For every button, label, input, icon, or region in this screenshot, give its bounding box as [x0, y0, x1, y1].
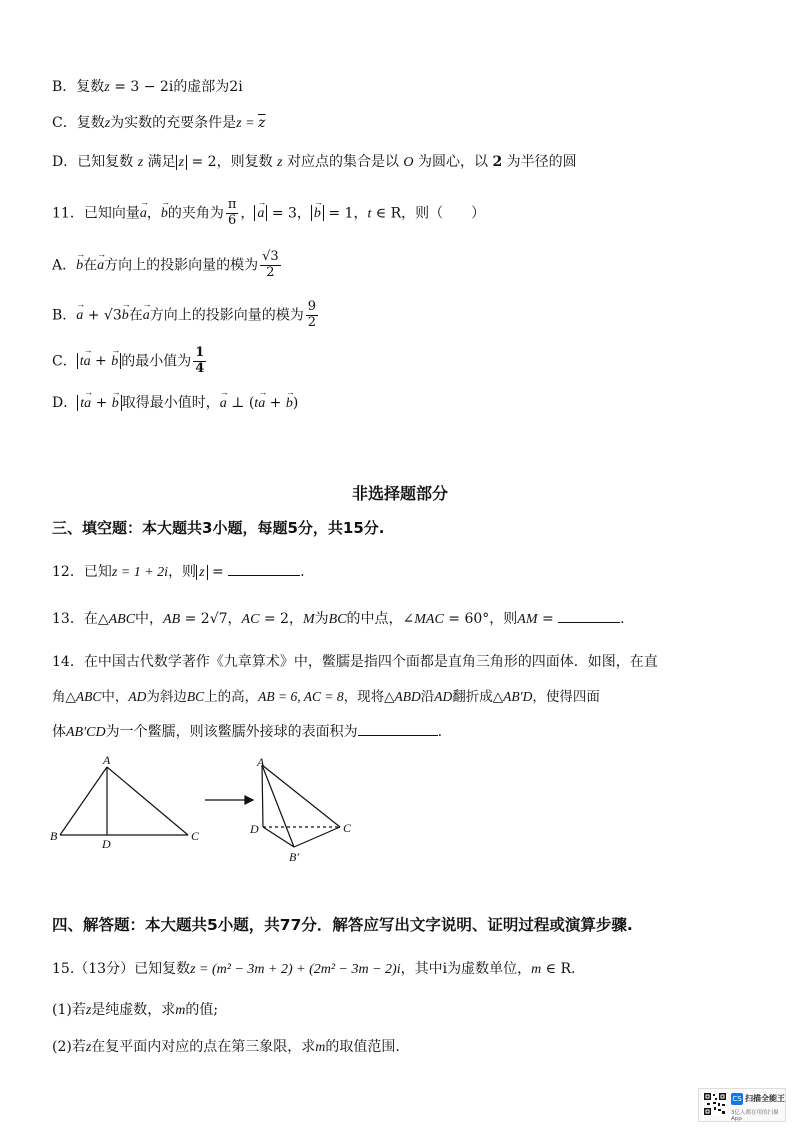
badge-title: 扫描全能王 [745, 1094, 785, 1103]
q14-line-1: 14．在中国古代数学著作《九章算术》中，鳖臑是指四个面都是直角三角形的四面体．如图，在直 [52, 654, 658, 670]
q13: 13．在△ABC中，AB = 2√7，AC = 2，M为BC的中点，∠MAC = 60°，则AM = . [52, 611, 625, 627]
q11-option-b: B．→ a + √3→ b在→ a方向上的投影向量的模为 $\frac{9}{2}$ [52, 300, 320, 331]
badge-subtitle: 3亿人都在用的扫描App [731, 1110, 779, 1122]
q15-part-2: (2)若z在复平面内对应的点在第三象限，求m的取值范围. [52, 1039, 400, 1055]
section-title-nonchoice: 非选择题部分 [351, 484, 448, 503]
q11-stem: 11．已知向量→ a，→ b的夹角为 $\frac{\pi}{6}$ ， → a = 3， → b = 1，t ∈ R，则（ ） [52, 198, 485, 229]
label-d-fig2: D [250, 822, 259, 836]
label-a-prime-fig: A [257, 755, 265, 769]
label-b: B [50, 829, 58, 843]
q14-figure [40, 755, 380, 865]
qr-code-icon [703, 1092, 727, 1116]
q11-option-d: D． t→ a + → b 取得最小值时，→ a ⊥ (t→ a + → b) [52, 396, 298, 411]
label-c: C [191, 829, 200, 843]
q10-option-b: B．复数z = 3 − 2i的虚部为2i [52, 79, 243, 95]
section-4-heading: 四、解答题：本大题共5小题，共77分．解答应写出文字说明、证明过程或演算步骤. [52, 916, 633, 934]
tetrahedron-abcd [262, 765, 340, 847]
q11-option-c: C． t→ a + → b 的最小值为 $\frac{1}{4}$ [52, 346, 208, 377]
q14-line-3: 体AB′CD为一个鳖臑，则该鳖臑外接球的表面积为 . [52, 724, 443, 740]
q15-part-1: (1)若z是纯虚数，求m的值; [52, 1002, 219, 1018]
answer-blank [558, 621, 620, 623]
q10-option-d: D．已知复数 z 满足 z = 2，则复数 z 对应点的集合是以 O 为圆心，以 2 为半径的圆 [52, 154, 577, 170]
q10-option-c: C．复数z为实数的充要条件是$z = \overline{z}$ [52, 115, 266, 131]
arrow-icon [205, 796, 253, 804]
q11-option-a: A．→ b在→ a方向上的投影向量的模为 $\frac{√3}{2}$ [52, 250, 283, 281]
camscanner-logo: CS [732, 1095, 742, 1103]
label-c-fig2: C [343, 821, 352, 835]
label-b-prime: B′ [289, 850, 299, 864]
q12: 12．已知z = 1 + 2i，则 z = . [52, 564, 305, 580]
label-a: A [103, 755, 111, 767]
answer-blank [228, 574, 300, 576]
answer-blank [358, 734, 438, 736]
q15-stem: 15.（13分）已知复数z = (m² − 3m + 2) + (2m² − 3m − 2)i，其中i为虚数单位，m ∈ R. [52, 961, 576, 977]
fraction-pi-over-6: $\frac{\pi}{6}$ [227, 197, 237, 228]
scanner-watermark [698, 1088, 786, 1122]
triangle-abc [60, 767, 188, 835]
q14-line-2: 角△ABC中，AD为斜边BC上的高，AB = 6, AC = 8，现将△ABD沿AD翻折成△AB′D，使得四面 [52, 689, 600, 705]
section-3-heading: 三、填空题：本大题共3小题，每题5分，共15分. [52, 519, 385, 537]
label-d: D [102, 837, 111, 851]
